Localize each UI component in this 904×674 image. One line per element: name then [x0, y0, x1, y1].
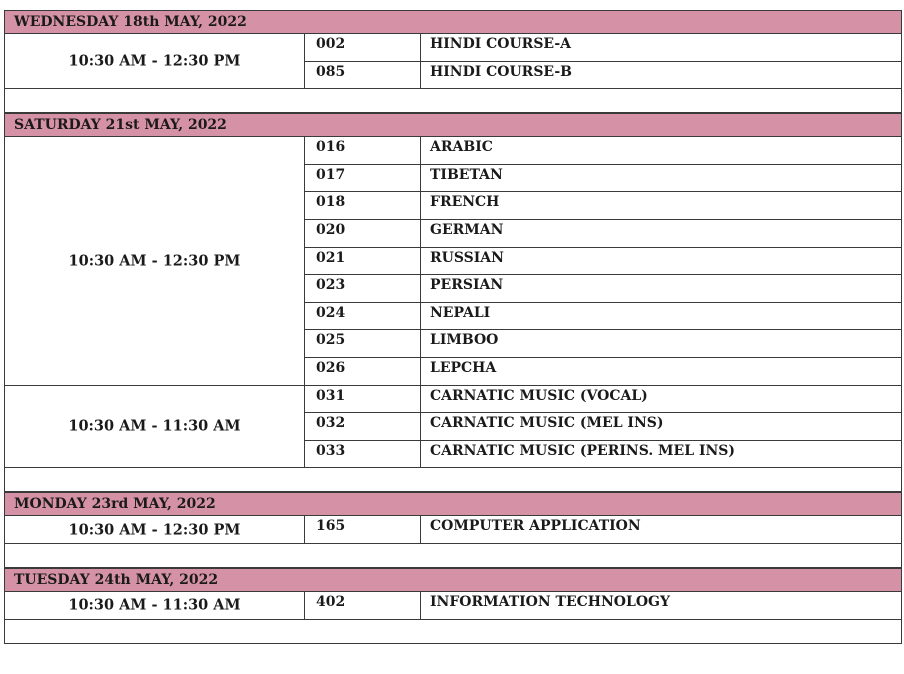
time-slot-cell: [4, 137, 305, 385]
spacer-row: [4, 89, 902, 113]
subject-code: 025: [316, 332, 346, 349]
subject-code: 002: [316, 36, 346, 52]
spacer-row: [4, 620, 902, 644]
subject-name-cell: [421, 413, 902, 441]
subject-name-cell: [421, 34, 902, 62]
time-slot: 10:30 AM - 11:30 AM: [68, 417, 241, 435]
subject-code-cell: [305, 592, 421, 620]
subject-code: 018: [316, 194, 346, 211]
time-slot-cell: [4, 386, 305, 469]
subject-name-cell: [421, 192, 902, 220]
subject-name: HINDI COURSE-A: [430, 36, 572, 52]
exam-date: MONDAY 23rd MAY, 2022: [14, 496, 216, 513]
subject-name-cell: [421, 330, 902, 358]
date-header-row: [4, 568, 902, 592]
subject-code-cell: [305, 137, 421, 165]
subject-name: LIMBOO: [430, 332, 499, 349]
subject-name: GERMAN: [430, 222, 504, 238]
subject-code-cell: [305, 248, 421, 276]
subject-code-cell: [305, 386, 421, 414]
subject-name: COMPUTER APPLICATION: [430, 518, 641, 535]
subject-name-cell: [421, 165, 902, 193]
subject-code-cell: [305, 303, 421, 331]
exam-date: WEDNESDAY 18th MAY, 2022: [14, 14, 247, 30]
subject-code-cell: [305, 275, 421, 303]
subject-code-cell: [305, 165, 421, 193]
time-slot-cell: [4, 34, 305, 89]
subject-code-cell: [305, 62, 421, 90]
subject-code: 024: [316, 304, 346, 321]
subject-name: LEPCHA: [430, 360, 497, 376]
subject-code-cell: [305, 220, 421, 248]
spacer-row: [4, 544, 902, 568]
subject-name-cell: [421, 592, 902, 620]
subject-code-cell: [305, 441, 421, 469]
subject-code: 402: [316, 594, 346, 610]
time-slot: 10:30 AM - 12:30 PM: [68, 252, 241, 270]
subject-code: 026: [316, 360, 346, 376]
subject-code: 021: [316, 249, 346, 266]
spacer-row: [4, 468, 902, 492]
subject-code: 016: [316, 139, 346, 156]
subject-code: 017: [316, 166, 346, 183]
subject-name: RUSSIAN: [430, 249, 504, 266]
subject-code-cell: [305, 34, 421, 62]
subject-code-cell: [305, 358, 421, 386]
time-slot: 10:30 AM - 11:30 AM: [68, 596, 241, 614]
subject-name-cell: [421, 275, 902, 303]
subject-name-cell: [421, 516, 902, 544]
date-header-row: [4, 10, 902, 34]
time-slot: 10:30 AM - 12:30 PM: [68, 521, 241, 539]
subject-name-cell: [421, 358, 902, 386]
date-header-row: [4, 113, 902, 137]
exam-date: SATURDAY 21st MAY, 2022: [14, 117, 227, 134]
subject-name: ARABIC: [430, 139, 493, 156]
subject-code: 020: [316, 222, 346, 238]
subject-code: 023: [316, 277, 346, 294]
subject-name: INFORMATION TECHNOLOGY: [430, 594, 670, 610]
subject-code-cell: [305, 413, 421, 441]
subject-code-cell: [305, 330, 421, 358]
subject-name-cell: [421, 220, 902, 248]
subject-code-cell: [305, 516, 421, 544]
subject-name-cell: [421, 386, 902, 414]
exam-schedule-table: [4, 10, 902, 674]
subject-code: 165: [316, 518, 346, 535]
subject-code: 085: [316, 63, 346, 80]
subject-name: HINDI COURSE-B: [430, 63, 573, 80]
subject-code: 033: [316, 442, 346, 459]
subject-name: FRENCH: [430, 194, 500, 211]
subject-code-cell: [305, 192, 421, 220]
subject-name: TIBETAN: [430, 166, 503, 183]
subject-code: 031: [316, 387, 346, 404]
time-slot-cell: [4, 592, 305, 620]
subject-name-cell: [421, 441, 902, 469]
time-slot-cell: [4, 516, 305, 544]
subject-name: CARNATIC MUSIC (PERINS. MEL INS): [430, 442, 736, 459]
subject-name: NEPALI: [430, 304, 491, 321]
date-header-row: [4, 492, 902, 516]
subject-name-cell: [421, 248, 902, 276]
subject-code: 032: [316, 415, 346, 432]
subject-name: PERSIAN: [430, 277, 504, 294]
exam-date: TUESDAY 24th MAY, 2022: [14, 572, 219, 588]
subject-name-cell: [421, 303, 902, 331]
subject-name-cell: [421, 137, 902, 165]
subject-name: CARNATIC MUSIC (MEL INS): [430, 415, 664, 432]
subject-name: CARNATIC MUSIC (VOCAL): [430, 387, 648, 404]
subject-name-cell: [421, 62, 902, 90]
time-slot: 10:30 AM - 12:30 PM: [68, 52, 241, 70]
